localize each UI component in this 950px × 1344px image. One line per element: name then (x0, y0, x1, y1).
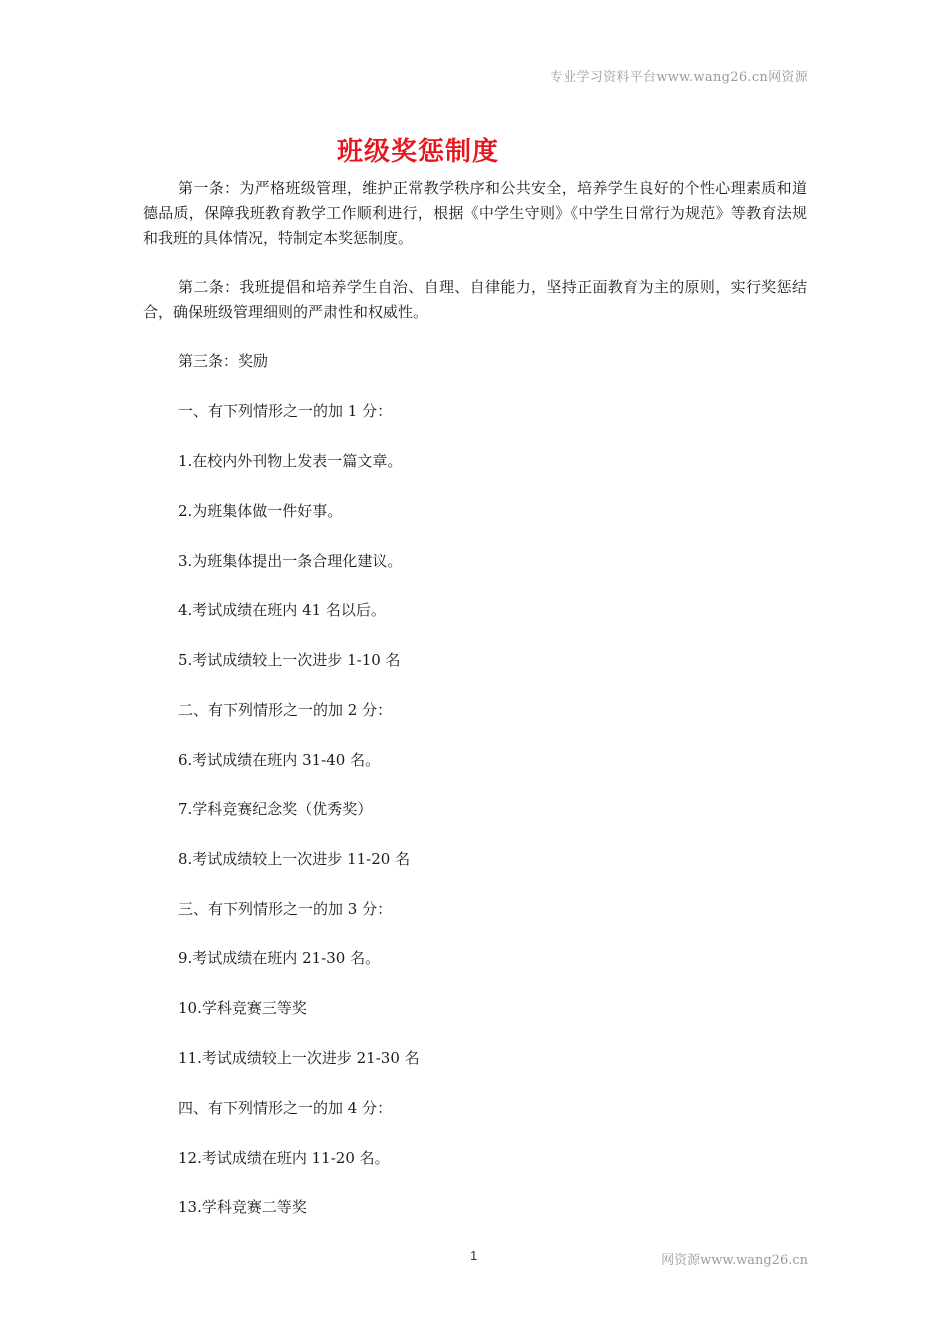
list-item: 10.学科竞赛三等奖 (178, 999, 307, 1017)
list-item: 9.考试成绩在班内 21-30 名。 (178, 949, 381, 967)
footer-watermark: 网资源www.wang26.cn (661, 1253, 808, 1268)
article-2-paragraph: 第二条：我班提倡和培养学生自治、自理、自律能力，坚持正面教育为主的原则，实行奖惩结合，确保班级管理细则的严肃性和权威性。 (143, 278, 807, 321)
list-item: 3.为班集体提出一条合理化建议。 (178, 552, 403, 570)
article-1-paragraph: 第一条：为严格班级管理，维护正常教学秩序和公共安全，培养学生良好的个性心理素质和道德品质，保障我班教育教学工作顺利进行，根据《中学生守则》《中学生日常行为规范》等教育法规和我班的具体情况，特制定本奖惩制度。 (143, 179, 807, 247)
list-item: 12.考试成绩在班内 11-20 名。 (178, 1149, 390, 1167)
list-item: 2.为班集体做一件好事。 (178, 502, 343, 520)
list-item: 5.考试成绩较上一次进步 1-10 名 (178, 651, 401, 669)
list-item: 6.考试成绩在班内 31-40 名。 (178, 751, 381, 769)
page-number: 1 (470, 1248, 478, 1263)
section-heading-1: 一、有下列情形之一的加 1 分： (178, 402, 393, 420)
section-heading-3: 三、有下列情形之一的加 3 分： (178, 900, 393, 918)
list-item: 7.学科竞赛纪念奖（优秀奖） (178, 800, 373, 818)
section-heading-4: 四、有下列情形之一的加 4 分： (178, 1099, 393, 1117)
list-item: 4.考试成绩在班内 41 名以后。 (178, 601, 386, 619)
list-item: 8.考试成绩较上一次进步 11-20 名 (178, 850, 411, 868)
list-item: 11.考试成绩较上一次进步 21-30 名 (178, 1049, 420, 1067)
header-watermark: 专业学习资料平台www.wang26.cn网资源 (549, 70, 808, 85)
list-item: 13.学科竞赛二等奖 (178, 1198, 307, 1216)
article-3-heading: 第三条：奖励 (178, 352, 269, 370)
section-heading-2: 二、有下列情形之一的加 2 分： (178, 701, 393, 719)
document-title: 班级奖惩制度 (336, 137, 499, 167)
list-item: 1.在校内外刊物上发表一篇文章。 (178, 452, 403, 470)
